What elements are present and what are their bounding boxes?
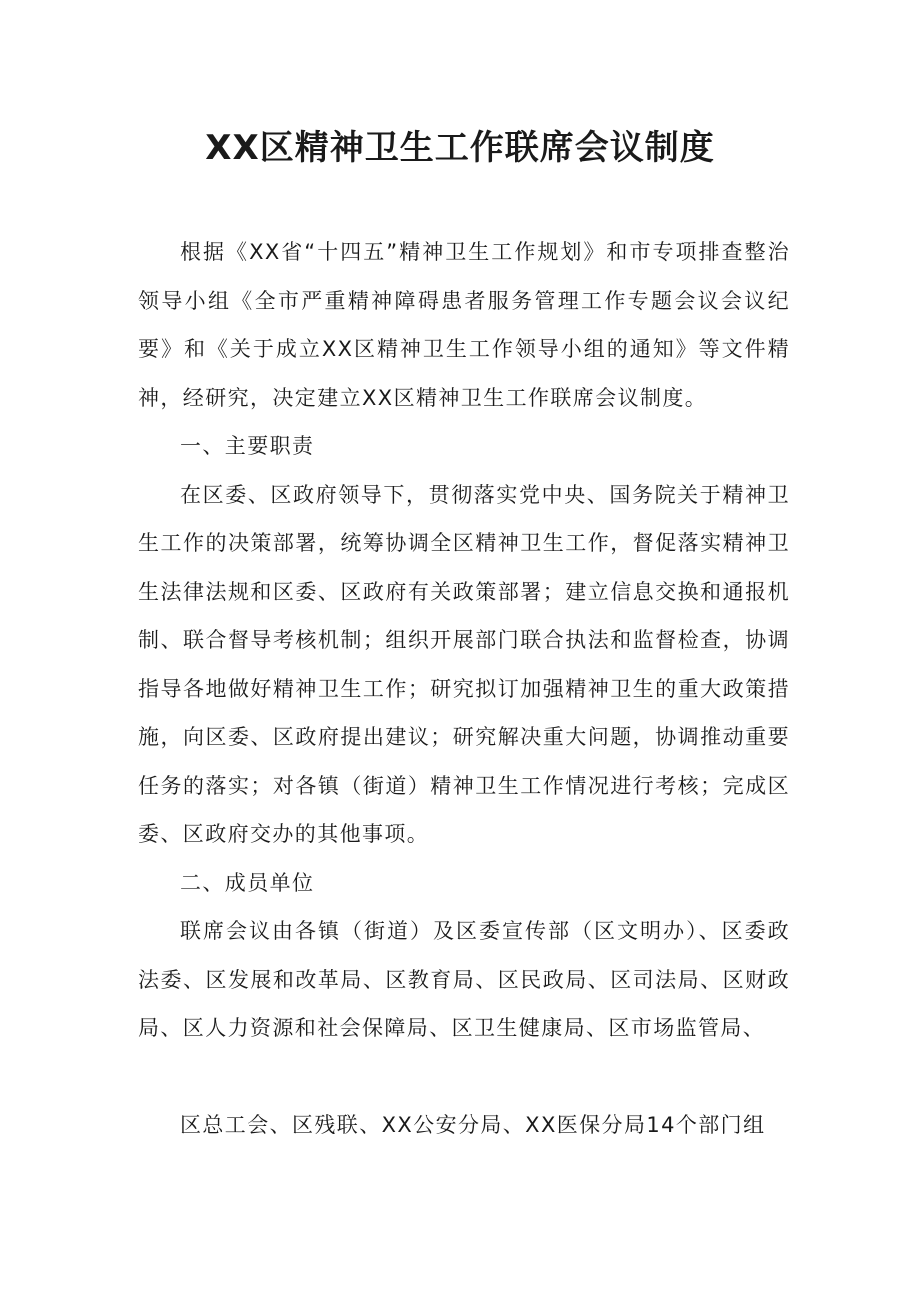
- document-body: [138, 228, 790, 1149]
- responsibilities-paragraph: 在区委、区政府领导下，贯彻落实党中央、国务院关于精神卫生工作的决策部署，统筹协调全区精神卫生工作，督促落实精神卫生法律法规和区委、区政府有关政策部署；建立信息交换和通报机制、联合督导考核机制；组织开展部门联合执法和监督检查，协调指导各地做好精神卫生工作；研究拟订加强精神卫生的重大政策措施，向区委、区政府提出建议；研究解决重大问题，协调推动重要任务的落实；对各镇（街道）精神卫生工作情况进行考核；完成区委、区政府交办的其他事项。: [138, 482, 790, 846]
- document-title: XX区精神卫生工作联席会议制度: [205, 128, 715, 168]
- paragraph-gap: [138, 1053, 790, 1101]
- intro-paragraph: 根据《XX省“十四五”精神卫生工作规划》和市专项排查整治领导小组《全市严重精神障碍患者服务管理工作专题会议会议纪要》和《关于成立XX区精神卫生工作领导小组的通知》等文件精神，经研究，决定建立XX区精神卫生工作联席会议制度。: [138, 240, 790, 410]
- members-paragraph-continued: 区总工会、区残联、XX公安分局、XX医保分局14个部门组: [180, 1112, 766, 1137]
- section-heading-responsibilities: 一、主要职责: [180, 434, 315, 458]
- members-paragraph: 联席会议由各镇（街道）及区委宣传部（区文明办）、区委政法委、区发展和改革局、区教育局、区民政局、区司法局、区财政局、区人力资源和社会保障局、区卫生健康局、区市场监管局、: [138, 919, 790, 1040]
- section-heading-members: 二、成员单位: [180, 870, 315, 895]
